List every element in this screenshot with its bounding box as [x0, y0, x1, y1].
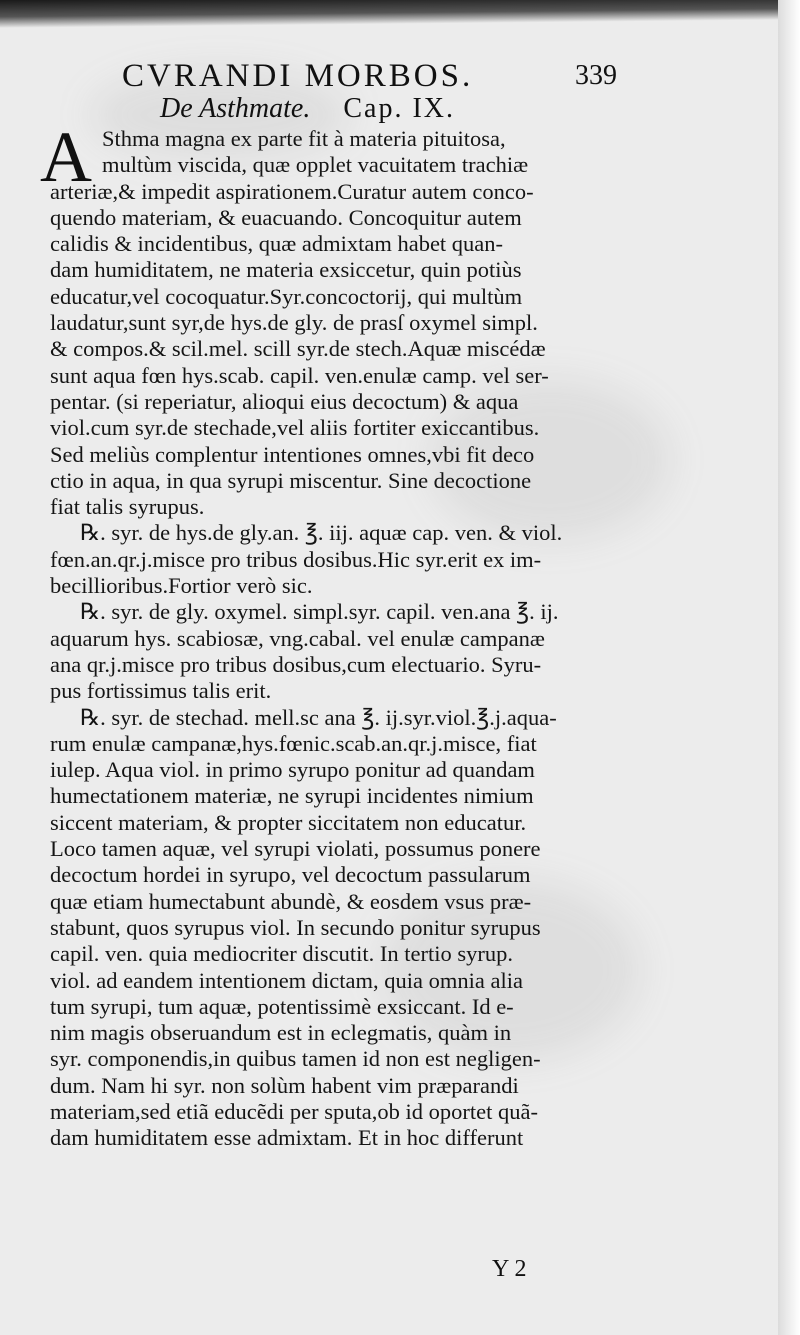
page-gutter	[778, 0, 800, 1335]
text-line: materiam,sed etiã educẽdi per sputa,ob id oportet quã-	[50, 1098, 538, 1124]
text-line: & compos.& scil.mel. scill syr.de stech.Aquæ miscédæ	[50, 336, 546, 362]
signature-mark: Y 2	[492, 1256, 527, 1282]
text-line: laudatur,sunt syr,de hys.de gly. de prasſ oxymel simpl.	[50, 310, 538, 336]
text-line: educatur,vel cocoquatur.Syr.concoctorij, qui multùm	[50, 283, 523, 309]
text-line: Loco tamen aquæ, vel syrupi violati, possumus ponere	[50, 836, 541, 862]
text-line: arteriæ,& impedit aspirationem.Curatur autem conco-	[50, 178, 534, 204]
text-line: Sed meliùs complentur intentiones omnes,vbi fit deco	[50, 441, 535, 467]
text-line: fiat talis syrupus.	[50, 494, 205, 520]
page-number: 339	[575, 60, 617, 91]
text-line: becillioribus.Fortior verò sic.	[50, 573, 313, 599]
text-line: fœn.an.qr.j.misce pro tribus dosibus.Hic syr.erit ex im-	[50, 546, 542, 572]
text-line: nim magis obseruandum est in eclegmatis, quàm in	[50, 1020, 512, 1046]
text-line: tum syrupi, tum aquæ, potentissimè exsiccant. Id e-	[50, 993, 514, 1019]
text-line: viol.cum syr.de stechade,vel aliis fortiter exiccantibus.	[50, 415, 540, 441]
text-line: pentar. (si reperiatur, alioqui eius decoctum) & aqua	[50, 388, 519, 414]
text-line: multùm viscida, quæ opplet vacuitatem trachiæ	[102, 152, 529, 178]
body-text	[50, 126, 635, 1152]
text-line: aquarum hys. scabiosæ, vng.cabal. vel enulæ campanæ	[50, 625, 545, 651]
text-line: Sthma magna ex parte fit à materia pituitosa,	[102, 126, 506, 151]
text-line: ctio in aqua, in qua syrupi miscentur. Sine decoctione	[50, 467, 532, 493]
text-line: quæ etiam humectabunt abundè, & eosdem vsus præ-	[50, 888, 532, 914]
text-line: quendo materiam, & euacuando. Concoquitur autem	[50, 204, 522, 230]
text-line: iulep. Aqua viol. in primo syrupo ponitur ad quandam	[50, 757, 535, 783]
text-line: sunt aqua fœn hys.scab. capil. ven.enulæ camp. vel ser-	[50, 362, 549, 388]
chapter-subject: De Asthmate.	[160, 93, 311, 124]
drop-capital: A	[40, 117, 92, 197]
text-line: dam humiditatem, ne materia exsiccetur, quin potiùs	[50, 257, 522, 283]
text-line: dam humiditatem esse admixtam. Et in hoc differunt	[50, 1125, 524, 1151]
text-line: calidis & incidentibus, quæ admixtam habet quan-	[50, 231, 504, 257]
text-line: humectationem materiæ, ne syrupi incidentes nimium	[50, 783, 534, 809]
chapter-heading	[160, 93, 455, 125]
text-line: rum enulæ campanæ,hys.fœnic.scab.an.qr.j.misce, fiat	[50, 730, 537, 756]
text-line: decoctum hordei in syrupo, vel decoctum passularum	[50, 862, 531, 888]
text-line: ℞. syr. de hys.de gly.an. ℥. iij. aquæ cap. ven. & viol.	[80, 520, 563, 546]
text-line: ℞. syr. de stechad. mell.sc ana ℥. ij.syr.viol.℥.j.aqua-	[80, 704, 557, 730]
chapter-number: Cap. IX.	[343, 93, 456, 124]
text-line: syr. componendis,in quibus tamen id non est negligen-	[50, 1046, 541, 1072]
running-title: CVRANDI MORBOS.	[122, 58, 474, 94]
page-header	[0, 58, 800, 98]
text-line: pus fortissimus talis erit.	[50, 678, 272, 704]
text-line: siccent materiam, & propter siccitatem non educatur.	[50, 809, 527, 835]
text-line: stabunt, quos syrupus viol. In secundo ponitur syrupus	[50, 914, 541, 940]
text-line: dum. Nam hi syr. non solùm habent vim præparandi	[50, 1072, 519, 1098]
text-line: ana qr.j.misce pro tribus dosibus,cum electuario. Syru-	[50, 651, 542, 677]
text-line: viol. ad eandem intentionem dictam, quia omnia alia	[50, 967, 523, 993]
text-line: ℞. syr. de gly. oxymel. simpl.syr. capil. ven.ana ℥. ij.	[80, 599, 559, 625]
text-line: capil. ven. quia mediocriter discutit. In tertio syrup.	[50, 941, 513, 967]
